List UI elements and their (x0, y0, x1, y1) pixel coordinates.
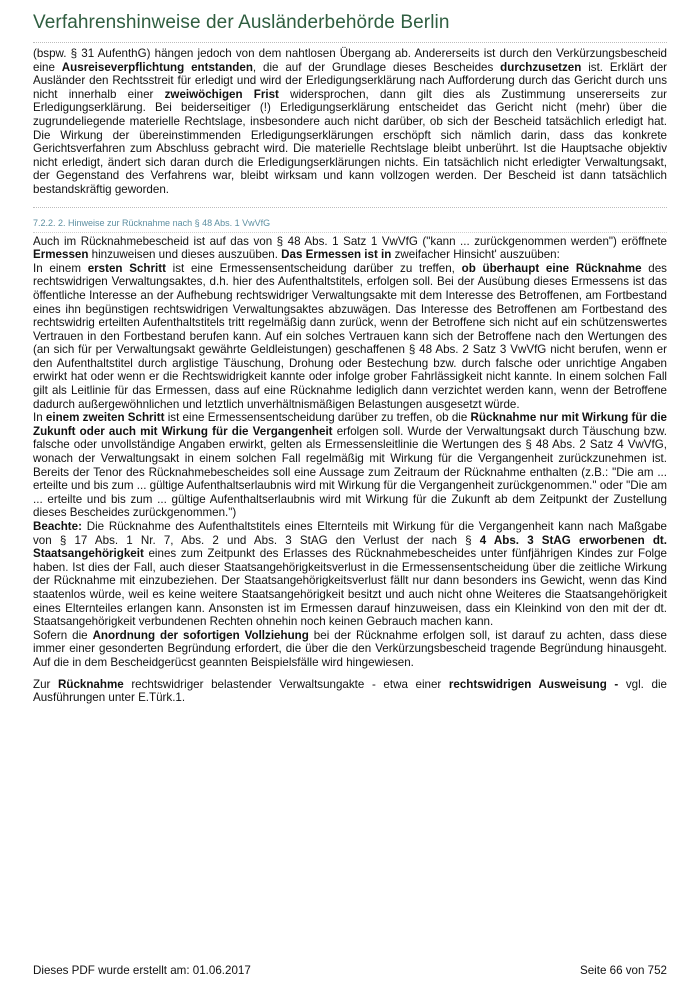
paragraph-closing (33, 678, 667, 705)
bold-text-run: Anordnung der sofortigen Vollziehung (92, 628, 309, 642)
text-run: In einem (33, 261, 88, 275)
footer-page-number: Seite 66 von 752 (579, 964, 667, 977)
bold-text-run: ersten Schritt (87, 261, 166, 275)
bold-text-run: Rücknahme nur mit Wirkung für die Zukunft oder auch mit Wirkung für die Vergangenheit (33, 411, 667, 438)
text-run: vgl. die Ausführungen unter E.Türk.1. (33, 677, 667, 705)
text-run: ist. Erklärt der Ausländer den Rechtsstreit für erledigt und wird der Erledigungserklärung nach Aufforderung durch das Gericht durch uns nicht innerhalb einer (33, 60, 667, 101)
text-run: Sofern die (33, 628, 93, 642)
page-header (33, 12, 667, 43)
text-run: rechtswidriger belastender Verwaltsungakte - etwa einer (123, 677, 449, 691)
bold-text-run: rechtswidrigen Ausweisung - (448, 677, 619, 691)
bold-text-run: Das Ermessen ist in (281, 248, 392, 262)
bold-text-run: zweiwöchigen Frist (164, 87, 279, 101)
text-run: bei der Rücknahme erfolgen soll, ist darauf zu achten, dass diese immer einer gesonderten Begründung erfordert, die über die den Verkürzungsbescheid tragende Begründung hinausgeht. Auf die in dem Bescheidgerücst geannten Beispielsfälle wird hingewiesen. (33, 628, 667, 669)
text-run: des rechtswidrigen Verwaltungsaktes, d.h. hier des Aufenthaltstitels, erfolgen soll. Bei der Ausübung dieses Ermessens ist das öffentliche Interesse an der Aufhebung rechtswidriger Verwaltungsakte mit dem Interesse des Betroffenen, am Fortbestand eines ihn begünstigen rechtswidrigen Verwaltungsaktes abzuwägen. Das Interesse des Betroffenen am Fortbestand des rechtswidrig erteilten Aufenthaltstitels tritt regelmäßig dann zurück, wenn der Betroffene sich nicht auf ein schützenswertes Vertrauen in den Fortbestand berufen kann. Auf ein solches Vertrauen kann sich der Betroffene nach den Wertungen des (an sich für per Verwaltungsakt gewährte Geldleistungen) geschaffenen § 48 Abs. 2 Satz 3 VwVfG nicht berufen, wenn er den Aufenthaltstitel durch arglistige Täuschung, Drohung oder Bestechung bzw. durch falsche oder unrichtige Angaben erwirkt hat oder wenn er die Rechtswidrigkeit kannte oder infolge grober Fahrlässigkeit nicht kannte. In einem solchen Fall gilt als Leitlinie für das Ermessen, dass auf eine Rücknahme lediglich dann verzichtet werden kann, wenn der Betroffene dadurch außergewöhnlichen und letztlich unverhältnismäßigen Belastungen ausgesetzt würde. (33, 261, 667, 411)
bold-text-run: Ermessen (33, 248, 89, 262)
text-run: (bspw. § 31 AufenthG) hängen jedoch von dem nahtlosen Übergang ab. Andererseits ist durch den Verkürzungsbescheid eine (33, 47, 667, 74)
section-ruecknahme (33, 207, 667, 705)
footer-created-date: Dieses PDF wurde erstellt am: 01.06.2017 (33, 964, 251, 977)
text-run: ist eine Ermessensentscheidung darüber zu treffen, (165, 261, 462, 275)
paragraph-note (33, 520, 667, 629)
bold-text-run: Rücknahme (58, 677, 124, 691)
text-run: eines zum Zeitpunkt des Erlasses des Rücknahmebescheides unter fünfjährigen Kindes zur Folge haben. Ist dies der Fall, auch dieser Staatsangehörigkeitsverlust in die Ermessensentscheidung über die zeitliche Wirkung der Rücknahme mit einzubeziehen. Der Staatsangehörigkeitsverlust fällt nur dann besonders ins Gewicht, wenn das Kind staatenlos würde, weil es keine weitere Staatsangehörigkeit besitzt und auch nicht ohne Weiteres die Staatsangehörigkeit eines Elternteiles erlangen kann. Ansonsten ist im Ermessen darauf hinzuweisen, dass ein Kleinkind von den mit der dt. Staatsangehörigkeit verbundenen Rechten ohnehin noch keinen Gebrauch machen kann. (33, 547, 667, 629)
bold-text-run: 4 Abs. 3 StAG erworbenen dt. Staatsangehörigkeit (33, 533, 667, 561)
bold-text-run: einem zweiten Schritt (45, 411, 165, 425)
text-run: In (33, 411, 46, 425)
paragraph-erledigung (33, 47, 667, 197)
paragraph-immediate-enforcement (33, 629, 667, 670)
text-run: ist eine Ermessensentscheidung darüber zu treffen, ob die (164, 411, 471, 425)
document-body (33, 47, 667, 705)
text-run: Die Rücknahme des Aufenthaltstitels eines Elternteils mit Wirkung für die Vergangenheit kann nach Maßgabe von § 17 Abs. 1 Nr. 7, Abs. 2 und Abs. 3 StAG den Verlust der nach § (33, 520, 667, 547)
bold-text-run: durchzusetzen (500, 60, 582, 74)
paragraph-first-step (33, 262, 667, 412)
section-heading: 7.2.2. 2. Hinweise zur Rücknahme nach § 48 Abs. 1 VwVfG (33, 217, 271, 228)
section-text (33, 232, 667, 705)
bold-text-run: Ausreiseverpflichtung entstanden (61, 60, 253, 74)
paragraph-second-step (33, 411, 667, 520)
text-run: Zur (33, 677, 58, 691)
bold-text-run: Beachte: (33, 520, 82, 533)
text-run: erfolgen soll. Wurde der Verwaltungsakt durch Täuschung bzw. falsche oder unvollständige Angaben erwirkt, gelten als Ermessensleitlinie die Wertungen des § 48 Abs. 2 Satz 4 VwVfG, wonach der Verwaltungsakt in einem solchen Fall regelmäßig mit Wirkung für die Vergangenheit zurückzunehmen ist. Bereits der Tenor des Rücknahmebescheides soll eine Aussage zum Zeitraum der Rücknahme enthalten (z.B.: "Die am ... erteilte und bis zum ... gültige Aufenthaltserlaubnis wird mit Wirkung für die Vergangenheit zurückgenommen." oder "Die am ... erteilte und bis zum ... gültige Aufenthaltserlaubnis wird mit Wirkung für die Zukunft ab dem Zeitpunkt der Zustellung dieses Bescheides zurückgenommen.") (33, 424, 667, 520)
text-run: zweifacher Hinsicht' auszuüben: (391, 248, 560, 262)
text-run: Auch im Rücknahmebescheid ist auf das von § 48 Abs. 1 Satz 1 VwVfG ("kann ... zurückgenommen werden") eröffnete (33, 234, 667, 248)
text-run: hinzuweisen und dieses auszuüben. (88, 248, 282, 262)
text-run: widersprochen, dann gilt dies als Zustimmung unsererseits zur Erledigungserklärung. Bei beiderseitiger (!) Erledigungserklärung entscheidet das Gericht nicht (mehr) über die zugrundeliegende materielle Rechtslage, insbesondere auch nicht darüber, ob sich der Bescheid tatsächlich erledigt hat. Die Wirkung der übereinstimmenden Erledigungserklärungen erschöpft sich nämlich darin, dass das konkrete Gerichtsverfahren zum Abschluss gebracht wird. Die materielle Rechtslage bleibt unberührt. Ist die Hauptsache objektiv nicht erledigt, ändert sich daran durch die Erledigungserklärungen nichts. Ein tatsächlich nicht erledigter Verwaltungsakt, der Gegenstand des Verfahrens war, bleibt wirksam und kann vollzogen werden. Der Bescheid ist dann tatsächlich bestandskräftig geworden. (33, 87, 667, 196)
text-run: , die auf der Grundlage dieses Bescheides (252, 60, 501, 74)
document-title: Verfahrenshinweise der Ausländerbehörde Berlin (33, 12, 450, 33)
bold-text-run: ob überhaupt eine Rücknahme (461, 261, 642, 275)
paragraph-intro (33, 235, 667, 262)
